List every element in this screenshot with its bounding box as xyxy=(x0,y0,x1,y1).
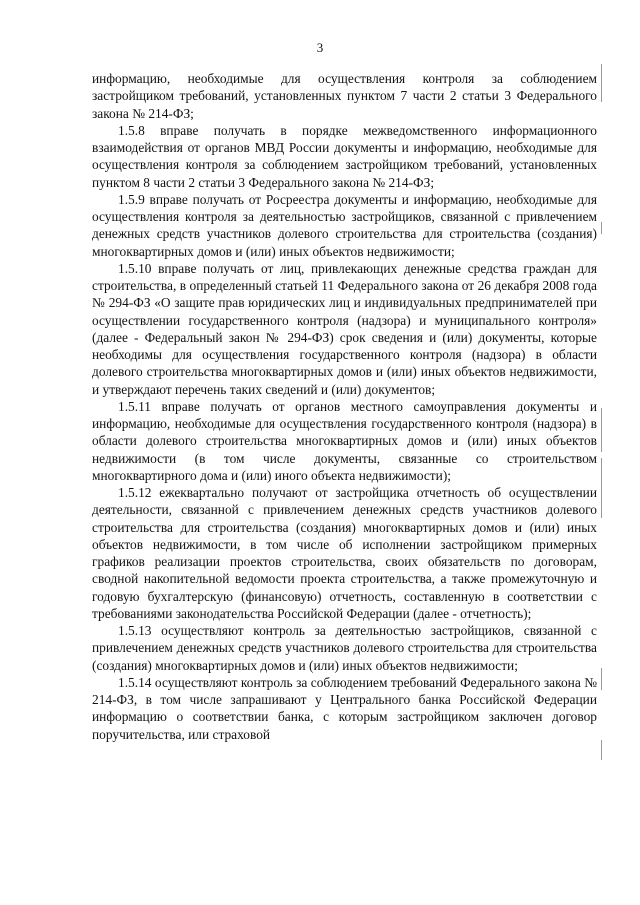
margin-scan-line xyxy=(601,64,602,102)
margin-scan-line xyxy=(601,740,602,760)
paragraph-1-5-9: 1.5.9 вправе получать от Росреестра документы и информацию, необходимые для осуществления контроля за деятельностью застройщиков, связанной с привлечением денежных средств участников долевого строительства для строительства (создания) многоквартирных домов и (или) иных объектов недвижимости; xyxy=(92,191,597,259)
paragraph-1-5-14: 1.5.14 осуществляют контроль за соблюдением требований Федерального закона № 214-ФЗ, в том числе запрашивают у Центрального банка Российской Федерации информацию о соответствии банка, с которым застройщиком заключен договор поручительства, или страховой xyxy=(92,674,597,742)
paragraph-continuation: информацию, необходимые для осуществления контроля за соблюдением застройщиком требований, установленных пунктом 7 части 2 статьи 3 Федерального закона № 214-ФЗ; xyxy=(92,71,597,121)
margin-scan-line xyxy=(601,408,602,452)
margin-scan-line xyxy=(601,458,602,518)
page-number: 3 xyxy=(316,40,324,55)
paragraph-1-5-11: 1.5.11 вправе получать от органов местного самоуправления документы и информацию, необходимые для осуществления государственного контроля (надзора) в области долевого строительства многоквартирных домов и (или) иных объектов недвижимости (в том числе документы, связанные со строительством многоквартирного дома и (или) иного объекта недвижимости); xyxy=(92,398,597,483)
document-body xyxy=(92,70,597,743)
margin-scan-line xyxy=(601,222,602,234)
paragraph-1-5-8: 1.5.8 вправе получать в порядке межведомственного информационного взаимодействия от органов МВД России документы и информацию, необходимые для осуществления контроля за соблюдением застройщиком требований, установленных пунктом 8 части 2 статьи 3 Федерального закона № 214-ФЗ; xyxy=(92,122,597,190)
paragraph-1-5-13: 1.5.13 осуществляют контроль за деятельностью застройщиков, связанной с привлечением денежных средств участников долевого строительства для строительства (создания) многоквартирных домов и (или) иных объектов недвижимости; xyxy=(92,623,597,673)
paragraph-1-5-10: 1.5.10 вправе получать от лиц, привлекающих денежные средства граждан для строительства, в определенный статьей 11 Федерального закона от 26 декабря 2008 года № 294-ФЗ «О защите прав юридических лиц и индивидуальных предпринимателей при осуществлении государственного контроля (надзора) и муниципального контроля» (далее - Федеральный закон № 294-ФЗ) срок сведения и (или) документы, которые необходимы для осуществления государственного контроля (надзора) в области долевого строительства многоквартирных домов и (или) иных объектов недвижимости, и утверждают перечень таких сведений и (или) документов; xyxy=(92,260,597,397)
paragraph-1-5-12: 1.5.12 ежеквартально получают от застройщика отчетность об осуществлении деятельности, связанной с привлечением денежных средств участников долевого строительства для строительства (создания) многоквартирных домов и (или) иных объектов недвижимости, в том числе об исполнении застройщиком примерных графиков реализации проектов строительства, своих обязательств по договорам, сводной накопительной ведомости проекта строительства, а также промежуточную и годовую бухгалтерскую (финансовую) отчетность, составленную в соответствии с требованиями законодательства Российской Федерации (далее - отчетность); xyxy=(92,485,597,621)
margin-scan-line xyxy=(601,668,602,690)
